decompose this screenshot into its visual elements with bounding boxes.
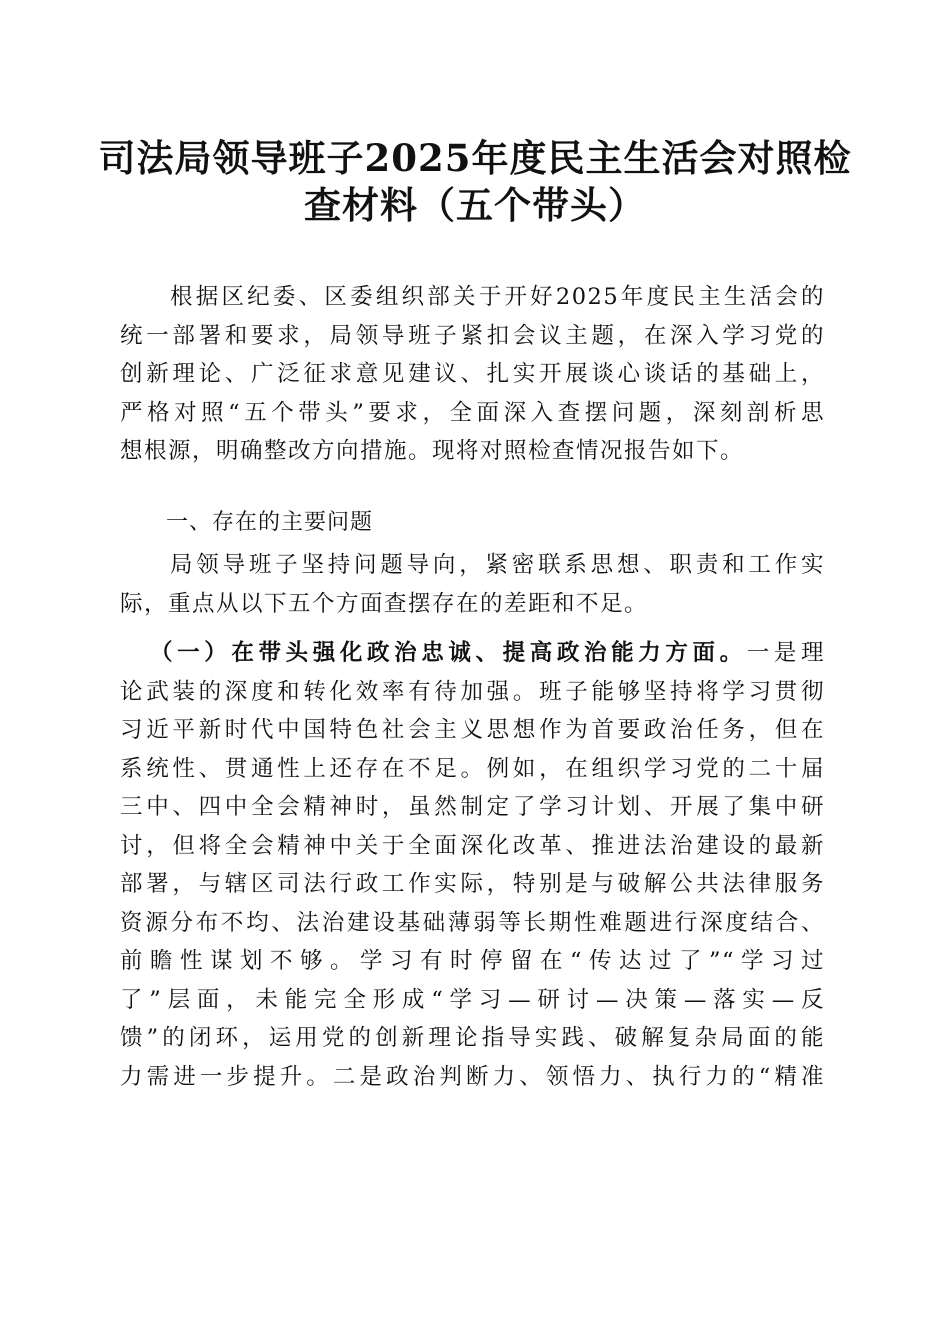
intro-line: 统一部署和要求，局领导班子紧扣会议主题，在深入学习党的 [120, 322, 825, 349]
subsection-paragraph [120, 634, 825, 1096]
intro-line: 严格对照“五个带头”要求，全面深入查摆问题，深刻剖析思 [120, 399, 825, 426]
section-intro-line: 际，重点从以下五个方面查摆存在的差距和不足。 [120, 590, 649, 617]
intro-line: 想根源，明确整改方向措施。现将对照检查情况报告如下。 [120, 438, 745, 464]
document-title [80, 135, 870, 229]
intro-paragraph [120, 278, 825, 471]
section-heading: 一、存在的主要问题 [166, 510, 374, 535]
subsection-line: 部署，与辖区司法行政工作实际，特别是与破解公共法律服务 [120, 871, 825, 897]
subsection-line: 论武装的深度和转化效率有待加强。班子能够坚持将学习贯彻 [120, 678, 825, 705]
subsection-line: 馈”的闭环，运用党的创新理论指导实践、破解复杂局面的能 [120, 1025, 825, 1051]
subsection-line: 了”层面，未能完全形成“学习—研讨—决策—落实—反 [120, 986, 825, 1013]
title-line-2: 查材料（五个带头） [304, 183, 646, 227]
section-intro-line: 局领导班子坚持问题导向，紧密联系思想、职责和工作实 [170, 552, 825, 578]
subsection-line: 力需进一步提升。二是政治判断力、领悟力、执行力的“精准 [120, 1063, 825, 1090]
subsection-heading: （一）在带头强化政治忠诚、提高政治能力方面。 [150, 640, 747, 666]
intro-line: 创新理论、广泛征求意见建议、扎实开展谈心谈话的基础上， [120, 361, 825, 387]
subsection-line: 前瞻性谋划不够。学习有时停留在“传达过了”“学习过 [120, 948, 825, 974]
subsection-line: 资源分布不均、法治建设基础薄弱等长期性难题进行深度结合、 [120, 909, 825, 936]
subsection-line: 三中、四中全会精神时，虽然制定了学习计划、开展了集中研 [120, 794, 825, 820]
intro-line: 根据区纪委、区委组织部关于开好2025年度民主生活会的 [170, 284, 825, 310]
subsection-first-line [120, 634, 825, 673]
title-line-1: 司法局领导班子2025年度民主生活会对照检 [98, 136, 852, 180]
subsection-line: 系统性、贯通性上还存在不足。例如，在组织学习党的二十届 [120, 755, 825, 782]
section-intro-paragraph [120, 546, 825, 623]
subsection-line: 习近平新时代中国特色社会主义思想作为首要政治任务，但在 [120, 717, 825, 743]
subsection-first-line-rest: 一是理 [746, 640, 825, 666]
subsection-line: 讨，但将全会精神中关于全面深化改革、推进法治建设的最新 [120, 832, 825, 859]
